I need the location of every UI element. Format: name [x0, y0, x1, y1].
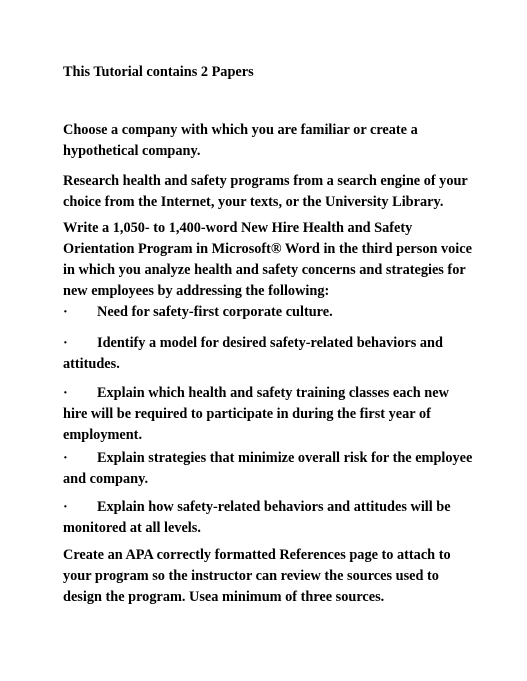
- bullet-marker: ·: [63, 385, 68, 401]
- document-title: This Tutorial contains 2 Papers: [63, 64, 254, 80]
- bullet-marker: ·: [63, 499, 68, 515]
- bullet-text: Explain how safety-related behaviors and attitudes will be monitored at all levels.: [63, 499, 451, 536]
- bullet-text: Need for safety-first corporate culture.: [97, 304, 333, 320]
- paragraph-research: Research health and safety programs from a search engine of your choice from the Internet, your texts, or the University Library.: [63, 173, 468, 210]
- bullet-marker: ·: [63, 335, 68, 351]
- bullet-item: [63, 497, 473, 539]
- bullet-marker: ·: [63, 304, 68, 320]
- bullet-text: Explain which health and safety training classes each new hire will be required to participate in during the first year of employment.: [63, 385, 449, 443]
- bullet-item: [63, 448, 473, 490]
- paragraph-references: Create an APA correctly formatted References page to attach to your program so the instructor can review the sources used to design the program. Usea minimum of three sources.: [63, 547, 451, 605]
- bullet-text: Identify a model for desired safety-related behaviors and attitudes.: [63, 335, 443, 372]
- bullet-item: [63, 333, 473, 375]
- bullet-item: [63, 302, 473, 323]
- bullet-text: Explain strategies that minimize overall risk for the employee and company.: [63, 450, 473, 487]
- bullet-marker: ·: [63, 450, 68, 466]
- bullet-item: [63, 383, 473, 446]
- paragraph-choose-company: Choose a company with which you are familiar or create a hypothetical company.: [63, 122, 418, 159]
- paragraph-write-program: Write a 1,050- to 1,400-word New Hire Health and Safety Orientation Program in Microsoft® Word in the third person voice in which you analyze health and safety concerns and strategies for new employees by addressing the following:: [63, 220, 472, 299]
